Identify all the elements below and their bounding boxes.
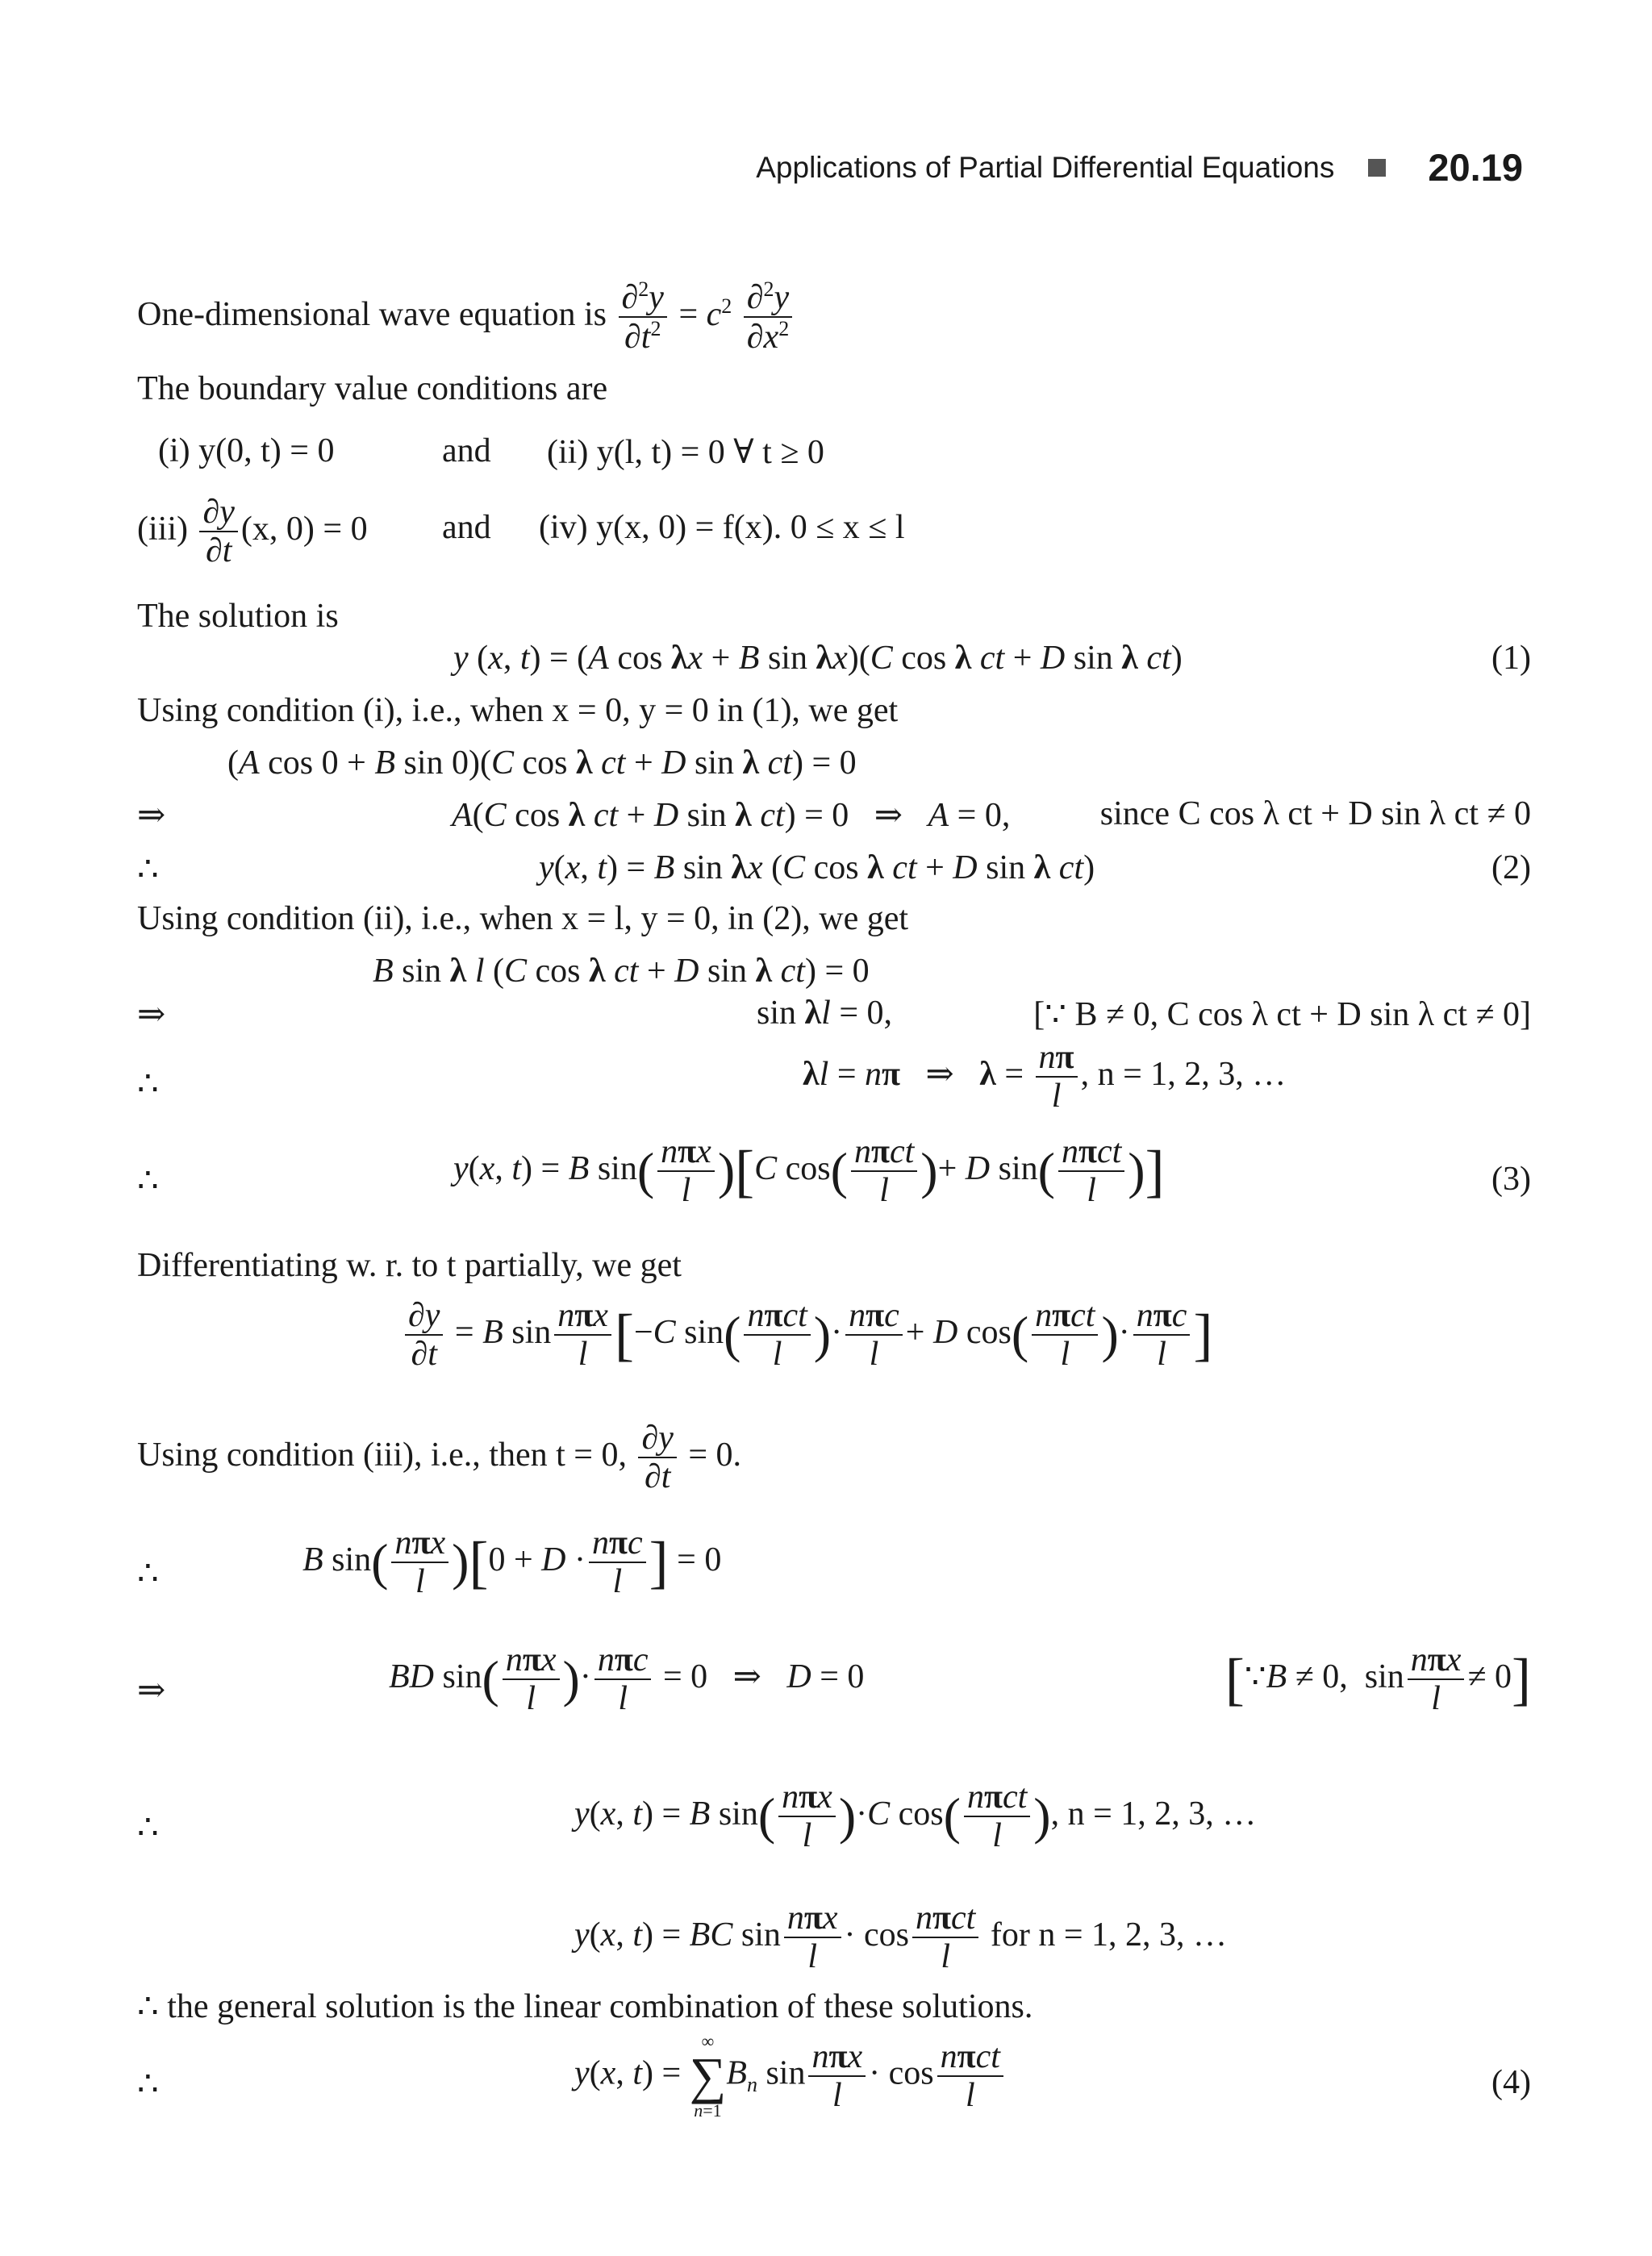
since-note-2: [∵ B ≠ 0, C cos λ ct + D sin λ ct ≠ 0] <box>1033 996 1531 1033</box>
equation-4: y(x, t) = ∞ ∑ n=1 $B_n$ sin $\frac{\text{nπx}}{l}$ · cos $\frac{\text{nπct}}{l}$ <box>574 2033 1007 2120</box>
lambda-solution: λl = nπ ⇒ λ = $\frac{n\pi}{l}$ , n = 1, 2, 3, … <box>803 1039 1287 1115</box>
page-number: 20.19 <box>1428 146 1523 189</box>
condition-iii-tail: (x, 0) = 0 <box>240 510 368 548</box>
condition-iv: (iv) y(x, 0) = f(x). 0 ≤ x ≤ l <box>539 509 905 546</box>
sin-lambda-l-zero: sin λl = 0, <box>757 995 893 1032</box>
therefore-symbol: ∴ <box>137 2066 159 2103</box>
cond-iii-substitution: B sin( $\frac{\text{nπx}}{l}$ )[0 + D · $\frac{\text{nπc}}{l}$ ] = 0 <box>302 1524 722 1601</box>
use-condition-ii: Using condition (ii), i.e., when x = l, y = 0, in (2), we get <box>137 900 909 937</box>
cond-ii-substitution: B sin λ l (C cos λ ct + D sin λ ct) = 0 <box>373 953 870 990</box>
differentiating-text: Differentiating w. r. to t partially, we get <box>137 1247 682 1284</box>
equation-number-1: (1) <box>1491 640 1531 677</box>
bvc-intro: The boundary value conditions are <box>137 370 608 407</box>
implies-symbol: ⇒ <box>137 996 166 1033</box>
cond-i-substitution: (A cos 0 + B sin 0)(C cos λ ct + D sin λ ct) = 0 <box>227 744 857 782</box>
condition-iii: (iii) $\frac{\partial y}{\partial t}$ (x, 0) = 0 <box>137 494 368 570</box>
implies-symbol: ⇒ <box>137 797 166 834</box>
solution-intro: The solution is <box>137 598 339 635</box>
use-condition-i: Using condition (i), i.e., when x = 0, y = 0 in (1), we get <box>137 692 899 729</box>
and-text-1: and <box>442 432 491 469</box>
equation-2: y(x, t) = B sin λx (C cos λ ct + D sin λ ct) <box>539 849 1095 886</box>
since-note-1: since C cos λ ct + D sin λ ct ≠ 0 <box>1099 795 1531 832</box>
for-n-text: for n = 1, 2, 3, … <box>990 1916 1228 1954</box>
running-header <box>756 145 1523 190</box>
therefore-symbol: ∴ <box>137 1809 159 1846</box>
therefore-symbol: ∴ <box>137 1065 159 1103</box>
equation-number-2: (2) <box>1491 849 1531 886</box>
wave-equation-line: One-dimensional wave equation is $\frac{\partial^2y}{\partial t^2}$ = $c^2$ $\frac{\partial^2y}{\partial x^2}$ <box>137 278 795 356</box>
since-note-3: [∵B ≠ 0, sin $\frac{\text{nπx}}{l}$ ≠ 0] <box>1224 1641 1531 1718</box>
bc-solution: y(x, t) = BC sin $\frac{\text{nπx}}{l}$ · cos $\frac{\text{nπct}}{l}$ for n = 1, 2, 3, … <box>574 1899 1228 1976</box>
a-equals-zero-step: A(C cos λ ct + D sin λ ct) = 0 ⇒ A = 0, <box>452 797 1011 834</box>
running-header-title: Applications of Partial Differential Equations <box>756 150 1335 184</box>
therefore-symbol: ∴ <box>137 851 159 888</box>
and-text-2: and <box>442 509 491 546</box>
therefore-symbol: ∴ <box>137 1555 159 1592</box>
condition-iii-label: (iii) <box>137 510 188 548</box>
wave-intro-text: One-dimensional wave equation is <box>137 295 607 333</box>
d-equals-zero-step: BD sin( $\frac{\text{nπx}}{l}$ )· $\frac{\text{nπc}}{l}$ = 0 ⇒ D = 0 <box>389 1641 865 1718</box>
n-values: , n = 1, 2, 3, … <box>1050 1795 1257 1833</box>
d2y-dx2-fraction: $\frac{\partial^2y}{\partial x^2}$ <box>744 278 792 356</box>
implies-symbol: ⇒ <box>137 1672 166 1709</box>
simplified-solution: y(x, t) = B sin( $\frac{\text{nπx}}{l}$ )·C cos( $\frac{\text{nπct}}{l}$ ), n = 1, 2, 3, … <box>574 1779 1257 1855</box>
n-values: , n = 1, 2, 3, … <box>1080 1055 1287 1093</box>
equation-1: y (x, t) = (A cos λx + B sin λx)(C cos λ ct + D sin λ ct) <box>453 640 1183 677</box>
summation-symbol: ∞ ∑ n=1 <box>689 2031 727 2120</box>
therefore-symbol: ∴ <box>137 1162 159 1199</box>
use-condition-iii: Using condition (iii), i.e., then t = 0, $\frac{\partial y}{\partial t}$ = 0. <box>137 1420 742 1496</box>
equation-number-3: (3) <box>1491 1161 1531 1198</box>
d2y-dt2-fraction: $\frac{\partial^2y}{\partial t^2}$ <box>619 278 667 356</box>
equation-3: y(x, t) = B sin( $\frac{\text{nπx}}{l}$ )[C cos( $\frac{\text{nπct}}{l}$ )+ D sin( $\frac{\text{nπct}}{l}$ )] <box>453 1133 1165 1210</box>
use-condition-iii-text: Using condition (iii), i.e., then t = 0, <box>137 1436 627 1474</box>
partial-derivative-equation: $\frac{\partial y}{\partial t}$ = B sin $\frac{\text{nπx}}{l}$ [−C sin( $\frac{\text{nπct}}{l}$ )· $\frac{\text{nπc}}{l}$ + D cos( $\frac{\text{nπct}}{l}$ )· $\frac{\text{nπc}}{l}$ ] <box>402 1297 1212 1373</box>
header-square-marker <box>1368 159 1386 177</box>
equation-number-4: (4) <box>1491 2064 1531 2101</box>
condition-i: (i) y(0, t) = 0 <box>158 432 335 469</box>
general-solution-text: ∴ the general solution is the linear combination of these solutions. <box>137 1988 1033 2025</box>
condition-ii: (ii) y(l, t) = 0 ∀ t ≥ 0 <box>547 434 824 471</box>
